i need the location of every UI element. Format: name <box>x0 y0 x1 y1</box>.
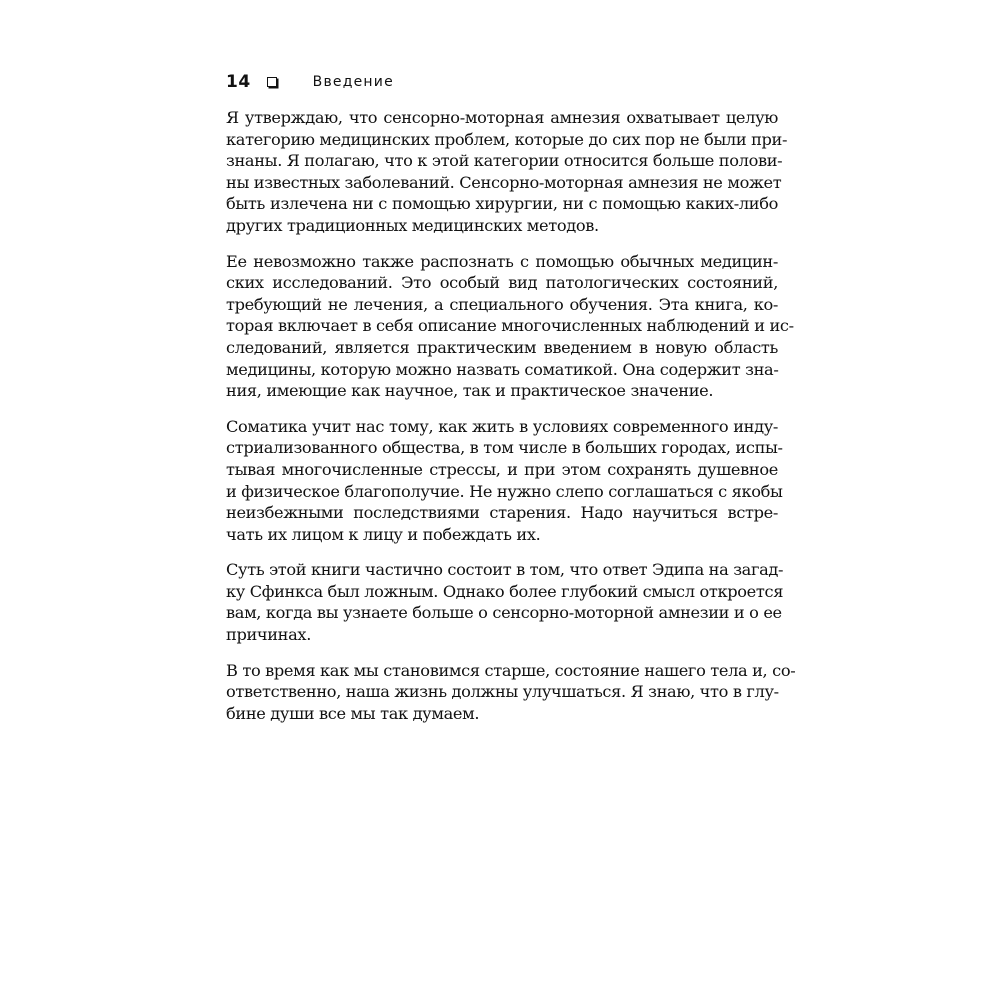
text-line: тывая многочисленные стрессы, и при этом сохранять душевное <box>226 459 778 479</box>
text-line: Соматика учит нас тому, как жить в условиях современного инду- <box>226 416 778 436</box>
text-line: чать их лицом к лицу и побеждать их. <box>226 524 541 544</box>
text-line: медицины, которую можно назвать соматикой. Она содержит зна- <box>226 359 779 379</box>
text-line: Суть этой книги частично состоит в том, что ответ Эдипа на загад- <box>226 560 784 580</box>
text-line: торая включает в себя описание многочисленных наблюдений и ис- <box>226 316 794 336</box>
paragraph <box>226 107 788 237</box>
text-line: ских исследований. Это особый вид патологических состояний, <box>226 273 778 293</box>
text-line: стриализованного общества, в том числе в больших городах, испы- <box>226 438 783 458</box>
text-line: ны известных заболеваний. Сенсорно-моторная амнезия не может <box>226 172 782 192</box>
text-line: ния, имеющие как научное, так и практическое значение. <box>226 381 714 401</box>
text-line: знаны. Я полагаю, что к этой категории относится больше полови- <box>226 151 783 171</box>
square-bullet-icon <box>267 77 277 87</box>
paragraph <box>226 559 784 645</box>
paragraph <box>226 251 794 402</box>
text-line: следований, является практическим введением в новую область <box>226 337 778 357</box>
body-text <box>226 107 796 738</box>
text-line: других традиционных медицинских методов. <box>226 215 599 235</box>
text-line: В то время как мы становимся старше, состояние нашего тела и, со- <box>226 660 796 680</box>
text-line: категорию медицинских проблем, которые до сих пор не были при- <box>226 129 788 149</box>
text-line: ответственно, наша жизнь должны улучшаться. Я знаю, что в глу- <box>226 682 779 702</box>
text-line: вам, когда вы узнаете больше о сенсорно-моторной амнезии и о ее <box>226 603 782 623</box>
paragraph <box>226 660 796 725</box>
text-line: и физическое благополучие. Не нужно слепо соглашаться с якобы <box>226 481 783 501</box>
text-line: требующий не лечения, а специального обучения. Эта книга, ко- <box>226 294 778 314</box>
text-line: причинах. <box>226 625 311 645</box>
text-line: Я утверждаю, что сенсорно-моторная амнезия охватывает целую <box>226 108 778 127</box>
paragraph <box>226 416 783 546</box>
text-line: быть излечена ни с помощью хирургии, ни с помощью каких-либо <box>226 194 778 214</box>
running-header <box>226 70 394 94</box>
text-line: неизбежными последствиями старения. Надо научиться встре- <box>226 503 778 523</box>
text-line: Ее невозможно также распознать с помощью обычных медицин- <box>226 251 778 271</box>
text-line: ку Сфинкса был ложным. Однако более глубокий смысл откроется <box>226 581 784 601</box>
text-line: бине души все мы так думаем. <box>226 703 480 723</box>
page-number: 14 <box>226 72 251 92</box>
section-title: Введение <box>312 74 394 90</box>
